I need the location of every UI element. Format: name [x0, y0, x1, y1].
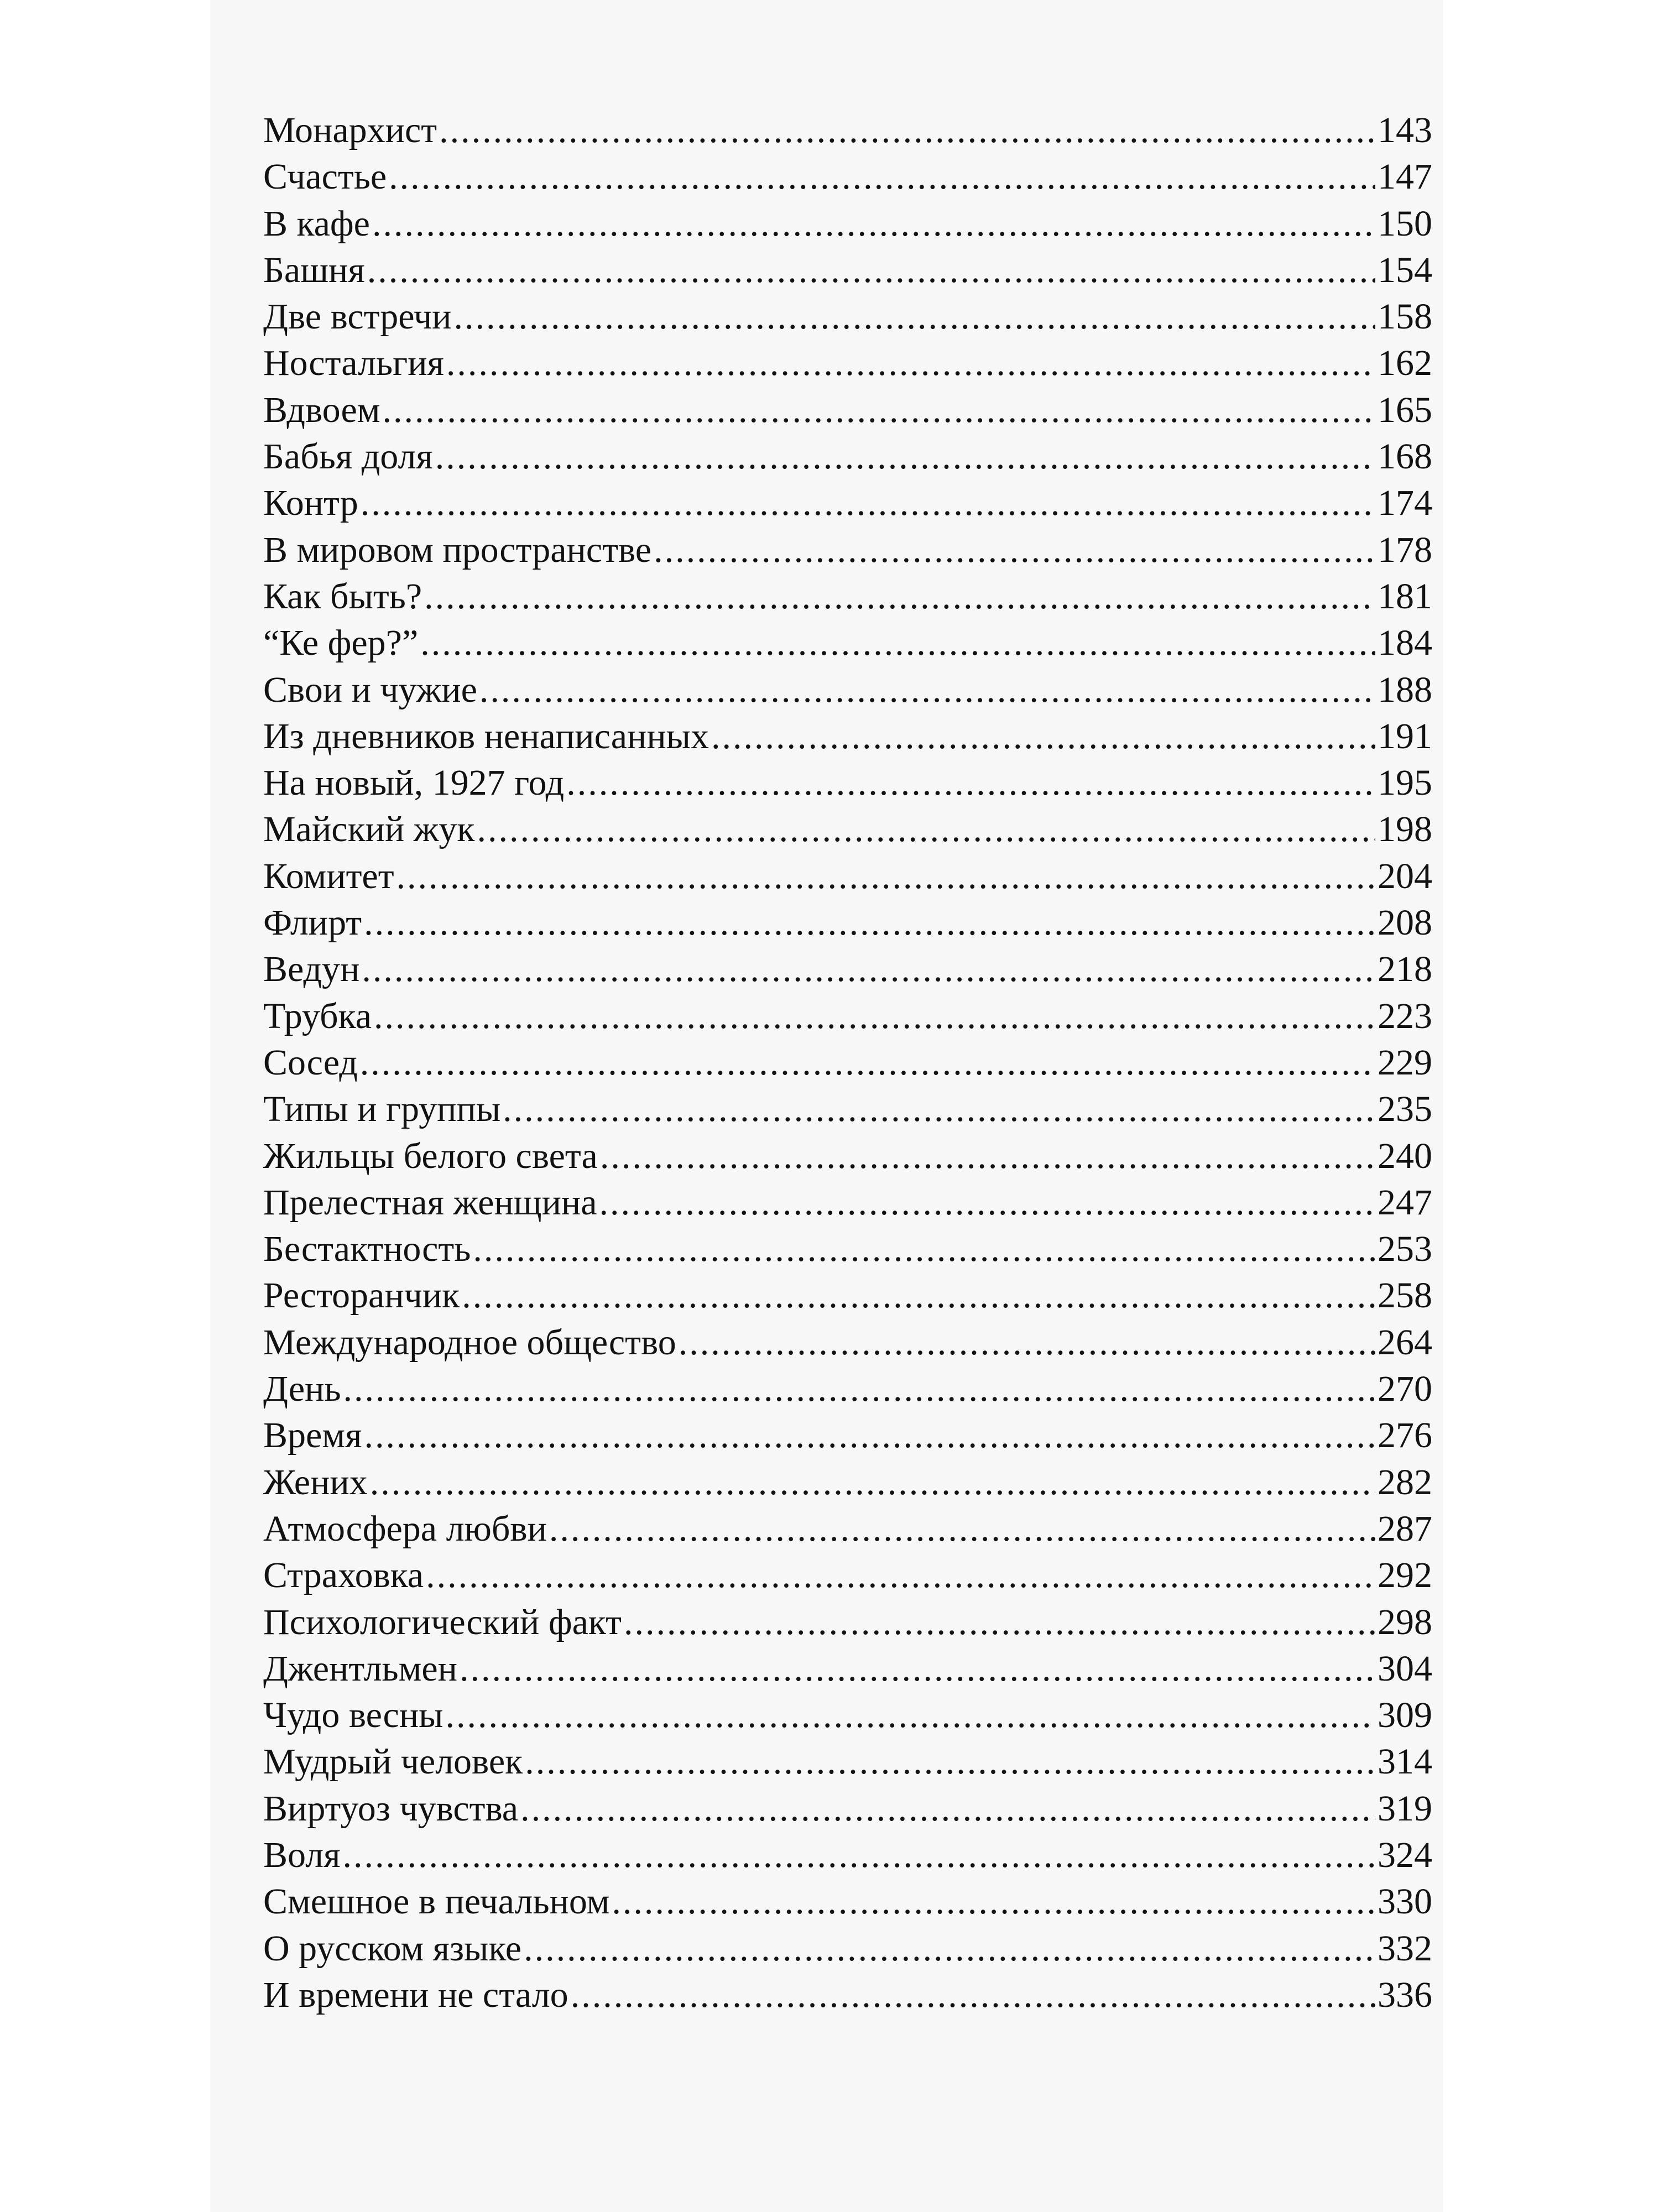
toc-dot-leader: [520, 1786, 1375, 1832]
toc-entry-page-number: 247: [1378, 1182, 1432, 1223]
toc-dot-leader: [374, 993, 1375, 1040]
toc-entry-title: Страховка: [263, 1555, 424, 1596]
toc-entry-page-number: 143: [1378, 110, 1432, 150]
toc-entry-title: Вдвоем: [263, 389, 380, 430]
toc-entry-title: Чудо весны: [263, 1695, 444, 1736]
toc-entry-title: Ностальгия: [263, 343, 444, 384]
toc-entry-title: О русском языке: [263, 1928, 522, 1969]
toc-entry-page-number: 165: [1378, 389, 1432, 430]
toc-dot-leader: [361, 480, 1375, 526]
toc-entry-title: Бабья доля: [263, 436, 433, 477]
toc-entry-title: Джентльмен: [263, 1648, 457, 1689]
toc-entry-page-number: 154: [1378, 249, 1432, 290]
toc-dot-leader: [612, 1879, 1375, 1925]
toc-entry-page-number: 204: [1378, 855, 1432, 896]
toc-entry-page-number: 332: [1378, 1928, 1432, 1969]
toc-dot-leader: [566, 760, 1375, 806]
toc-dot-leader: [343, 1366, 1375, 1412]
toc-entry-page-number: 240: [1378, 1135, 1432, 1176]
toc-entry: [263, 527, 1432, 573]
toc-entry-title: Две встречи: [263, 296, 452, 337]
toc-entry-title: Флирт: [263, 902, 362, 943]
toc-entry-title: Контр: [263, 483, 358, 524]
table-of-contents: [263, 107, 1432, 2018]
toc-entry: [263, 573, 1432, 620]
toc-entry: [263, 1272, 1432, 1319]
toc-dot-leader: [426, 1552, 1375, 1599]
toc-entry-title: Смешное в печальном: [263, 1881, 610, 1922]
toc-entry-title: Воля: [263, 1834, 341, 1875]
toc-entry-title: “Ке фер?”: [263, 623, 419, 664]
toc-entry-title: Счастье: [263, 156, 387, 197]
toc-entry-page-number: 168: [1378, 436, 1432, 477]
toc-dot-leader: [342, 1832, 1375, 1879]
toc-entry: [263, 480, 1432, 526]
toc-entry-page-number: 258: [1378, 1275, 1432, 1316]
toc-dot-leader: [439, 107, 1375, 154]
toc-entry-title: Виртуоз чувства: [263, 1788, 519, 1829]
toc-entry-page-number: 264: [1378, 1322, 1432, 1363]
toc-dot-leader: [364, 1412, 1375, 1459]
toc-entry-title: Как быть?: [263, 576, 422, 617]
toc-entry: [263, 1180, 1432, 1226]
toc-dot-leader: [446, 1692, 1376, 1739]
toc-entry-page-number: 184: [1378, 623, 1432, 664]
toc-dot-leader: [364, 900, 1375, 946]
toc-entry: [263, 1319, 1432, 1366]
toc-dot-leader: [524, 1926, 1375, 1972]
toc-entry: [263, 1926, 1432, 1972]
toc-entry-page-number: 158: [1378, 296, 1432, 337]
toc-dot-leader: [420, 620, 1375, 666]
toc-dot-leader: [711, 713, 1375, 760]
toc-entry: [263, 1646, 1432, 1692]
toc-dot-leader: [599, 1180, 1375, 1226]
toc-entry-page-number: 178: [1378, 529, 1432, 570]
toc-entry-page-number: 208: [1378, 902, 1432, 943]
toc-entry-page-number: 287: [1378, 1508, 1432, 1549]
toc-entry: [263, 1972, 1432, 2018]
toc-entry-title: Монархист: [263, 110, 437, 150]
toc-entry: [263, 387, 1432, 434]
toc-dot-leader: [372, 201, 1375, 247]
toc-entry-page-number: 298: [1378, 1601, 1432, 1642]
toc-entry-page-number: 324: [1378, 1834, 1432, 1875]
toc-entry: [263, 667, 1432, 713]
toc-entry-title: Атмосфера любви: [263, 1508, 547, 1549]
toc-entry: [263, 993, 1432, 1040]
toc-entry-title: Комитет: [263, 855, 394, 896]
toc-entry-page-number: 198: [1378, 809, 1432, 850]
toc-entry-title: На новый, 1927 год: [263, 763, 565, 804]
toc-entry: [263, 1086, 1432, 1133]
toc-dot-leader: [460, 1646, 1375, 1692]
toc-entry-page-number: 309: [1378, 1695, 1432, 1736]
toc-entry: [263, 1226, 1432, 1272]
toc-entry-title: Майский жук: [263, 809, 475, 850]
toc-entry-title: В мировом пространстве: [263, 529, 652, 570]
toc-entry-page-number: 174: [1378, 483, 1432, 524]
toc-entry: [263, 1786, 1432, 1832]
toc-dot-leader: [453, 294, 1375, 340]
toc-entry: [263, 1506, 1432, 1552]
toc-entry-page-number: 229: [1378, 1042, 1432, 1083]
toc-dot-leader: [389, 154, 1375, 200]
toc-entry: [263, 806, 1432, 853]
toc-entry-page-number: 314: [1378, 1741, 1432, 1782]
toc-dot-leader: [525, 1739, 1375, 1785]
toc-entry-title: Ведун: [263, 949, 360, 990]
toc-entry: [263, 1412, 1432, 1459]
toc-entry: [263, 1552, 1432, 1599]
toc-entry-page-number: 188: [1378, 669, 1432, 710]
toc-entry-title: Мудрый человек: [263, 1741, 523, 1782]
toc-entry: [263, 1832, 1432, 1879]
toc-entry-page-number: 150: [1378, 203, 1432, 244]
toc-dot-leader: [462, 1272, 1375, 1319]
toc-dot-leader: [600, 1133, 1375, 1180]
toc-dot-leader: [654, 527, 1375, 573]
toc-dot-leader: [679, 1319, 1375, 1366]
toc-entry-page-number: 336: [1378, 1974, 1432, 2015]
toc-entry-title: День: [263, 1369, 341, 1410]
toc-entry-title: Жильцы белого света: [263, 1135, 598, 1176]
toc-entry-page-number: 223: [1378, 995, 1432, 1036]
toc-dot-leader: [446, 340, 1375, 387]
toc-entry: [263, 154, 1432, 200]
toc-entry-title: Типы и группы: [263, 1089, 501, 1130]
toc-dot-leader: [362, 946, 1375, 993]
toc-entry-title: Прелестная женщина: [263, 1182, 597, 1223]
toc-dot-leader: [624, 1599, 1375, 1646]
toc-entry-title: Психологический факт: [263, 1601, 622, 1642]
toc-entry: [263, 434, 1432, 480]
toc-dot-leader: [397, 853, 1375, 900]
toc-entry-page-number: 330: [1378, 1881, 1432, 1922]
toc-entry: [263, 760, 1432, 806]
toc-entry: [263, 900, 1432, 946]
toc-entry: [263, 107, 1432, 154]
toc-dot-leader: [473, 1226, 1375, 1272]
toc-entry-title: Свои и чужие: [263, 669, 477, 710]
toc-dot-leader: [360, 1040, 1375, 1086]
toc-dot-leader: [383, 387, 1375, 434]
toc-entry: [263, 1040, 1432, 1086]
toc-entry: [263, 713, 1432, 760]
toc-entry-page-number: 319: [1378, 1788, 1432, 1829]
toc-dot-leader: [367, 247, 1375, 294]
toc-entry-title: Международное общество: [263, 1322, 676, 1363]
toc-entry-title: И времени не стало: [263, 1974, 568, 2015]
toc-entry: [263, 853, 1432, 900]
toc-entry-page-number: 191: [1378, 716, 1432, 757]
toc-dot-leader: [424, 573, 1375, 620]
toc-entry-page-number: 181: [1378, 576, 1432, 617]
toc-entry-page-number: 304: [1378, 1648, 1432, 1689]
toc-entry: [263, 1599, 1432, 1646]
toc-entry-title: Башня: [263, 249, 365, 290]
toc-dot-leader: [370, 1459, 1375, 1506]
toc-entry: [263, 294, 1432, 340]
toc-entry: [263, 1459, 1432, 1506]
toc-dot-leader: [479, 667, 1375, 713]
toc-dot-leader: [503, 1086, 1375, 1133]
toc-entry-title: Бестактность: [263, 1229, 471, 1270]
toc-entry-page-number: 195: [1378, 763, 1432, 804]
toc-entry: [263, 620, 1432, 666]
toc-dot-leader: [477, 806, 1375, 853]
toc-entry-page-number: 218: [1378, 949, 1432, 990]
toc-entry-title: Сосед: [263, 1042, 358, 1083]
toc-dot-leader: [435, 434, 1375, 480]
toc-dot-leader: [571, 1972, 1375, 2018]
toc-entry: [263, 1879, 1432, 1925]
toc-entry: [263, 1133, 1432, 1180]
toc-entry-page-number: 282: [1378, 1462, 1432, 1503]
toc-entry-title: Время: [263, 1415, 362, 1456]
toc-entry: [263, 1692, 1432, 1739]
toc-entry-page-number: 270: [1378, 1369, 1432, 1410]
toc-entry-title: Ресторанчик: [263, 1275, 460, 1316]
toc-entry-page-number: 235: [1378, 1089, 1432, 1130]
toc-entry: [263, 1366, 1432, 1412]
toc-entry: [263, 201, 1432, 247]
toc-entry-page-number: 162: [1378, 343, 1432, 384]
toc-entry: [263, 340, 1432, 387]
toc-entry-title: Трубка: [263, 995, 372, 1036]
toc-dot-leader: [549, 1506, 1375, 1552]
toc-entry: [263, 247, 1432, 294]
toc-entry-title: Из дневников ненаписанных: [263, 716, 709, 757]
toc-entry-page-number: 292: [1378, 1555, 1432, 1596]
toc-entry: [263, 946, 1432, 993]
toc-entry-title: В кафе: [263, 203, 370, 244]
toc-entry-page-number: 276: [1378, 1415, 1432, 1456]
toc-entry-page-number: 147: [1378, 156, 1432, 197]
toc-entry-page-number: 253: [1378, 1229, 1432, 1270]
toc-entry-title: Жених: [263, 1462, 368, 1503]
toc-entry: [263, 1739, 1432, 1785]
